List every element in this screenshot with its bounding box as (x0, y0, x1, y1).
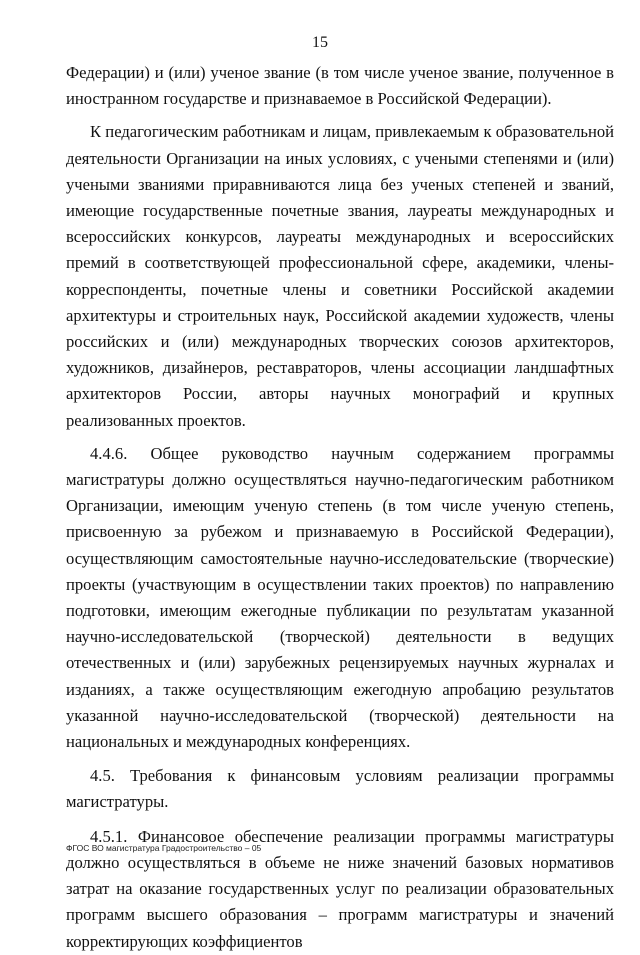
page-footer: ФГОС ВО магистратура Градостроительство – 05 (66, 843, 262, 853)
paragraph-4-5-1: 4.5.1. Финансовое обеспечение реализации программы магистратуры должно осуществляться в объеме не ниже значений базовых нормативов затрат на оказание государственных услуг по реализации образовательных программ высшего образования – программ магистратуры и значений корректирующих коэффициентов (66, 826, 614, 951)
paragraph-equivalence: К педагогическим работникам и лицам, привлекаемым к образовательной деятельности Организации на иных условиях, с учеными степенями и (или) учеными званиями приравниваются лица без ученых степеней и званий, имеющие государственные почетные звания, лауреаты международных и всероссийских конкурсов, лауреаты международных и всероссийских премий в соответствующей профессиональной сфере, академики, члены-корреспонденты, почетные члены и советники Российской академии архитектуры и строительных наук, Российской академии художеств, члены российских и (или) международных творческих союзов архитекторов, художников, дизайнеров, реставраторов, члены ассоциации ландшафтных архитекторов России, авторы научных монографий и крупных реализованных проектов. (66, 122, 614, 430)
paragraph-continuation: Федерации) и (или) ученое звание (в том числе ученое звание, полученное в иностранном государстве и признаваемое в Российской Федерации). (66, 63, 614, 109)
page-number: 15 (312, 34, 328, 51)
paragraph-4-5: 4.5. Требования к финансовым условиям реализации программы магистратуры. (66, 766, 614, 812)
document-body (66, 60, 614, 955)
paragraph-4-4-6: 4.4.6. Общее руководство научным содержанием программы магистратуры должно осуществляться научно-педагогическим работником Организации, имеющим ученую степень (в том числе ученую степень, присвоенную за рубежом и признаваемую в Российской Федерации), осуществляющим самостоятельные научно-исследовательские (творческие) проекты (участвующим в осуществлении таких проектов) по направлению подготовки, имеющим ежегодные публикации по результатам указанной научно-исследовательской (творческой) деятельности в ведущих отечественных и (или) зарубежных рецензируемых научных журналах и изданиях, а также осуществляющим ежегодную апробацию результатов указанной научно-исследовательской (творческой) деятельности на национальных и международных конференциях. (66, 443, 614, 752)
